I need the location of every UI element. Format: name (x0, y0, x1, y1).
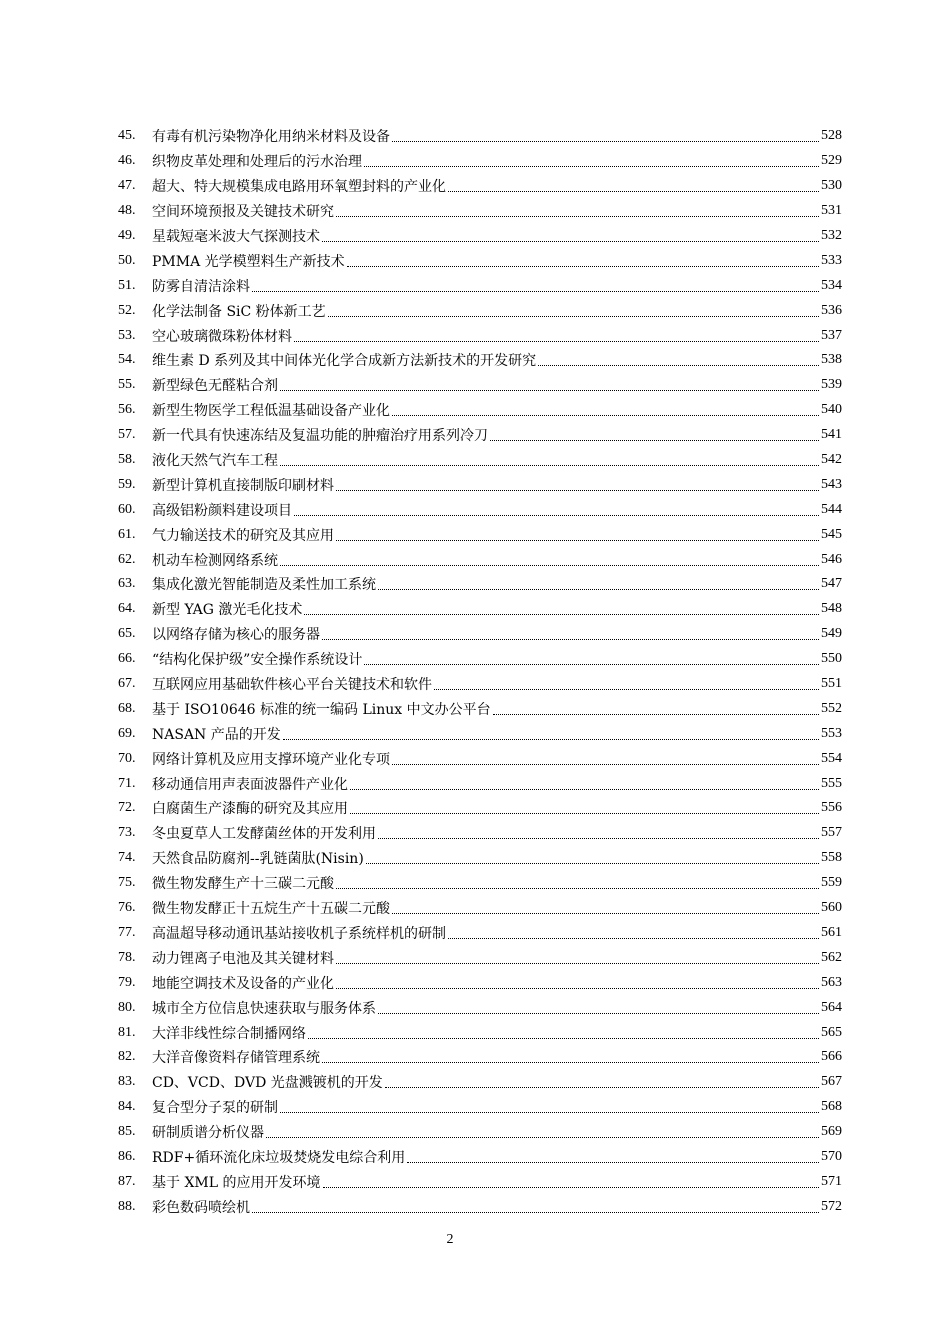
toc-entry-page: 552 (821, 700, 842, 716)
dot-leader (304, 613, 819, 615)
toc-entry-page: 534 (821, 277, 842, 293)
dot-leader (392, 140, 819, 142)
toc-entry-title: 白腐菌生产漆酶的研究及其应用 (152, 801, 348, 818)
toc-entry (118, 373, 842, 398)
toc-entry-title: 基于 XML 的应用开发环境 (152, 1174, 321, 1191)
toc-entry-number: 52. (118, 302, 136, 318)
toc-entry-number: 54. (118, 352, 136, 368)
toc-entry-number: 82. (118, 1049, 136, 1065)
toc-entry (118, 821, 842, 846)
toc-entry-page: 567 (821, 1074, 842, 1090)
toc-entry (118, 597, 842, 622)
toc-entry-title: 研制质谱分析仪器 (152, 1125, 264, 1142)
toc-entry (118, 124, 842, 149)
toc-entry-number: 66. (118, 651, 136, 667)
table-of-contents (118, 124, 842, 1219)
toc-entry (118, 472, 842, 497)
toc-entry-number: 58. (118, 452, 136, 468)
toc-entry (118, 423, 842, 448)
dot-leader (385, 1086, 819, 1088)
toc-entry-page: 549 (821, 626, 842, 642)
toc-entry-number: 46. (118, 153, 136, 169)
toc-entry-number: 78. (118, 949, 136, 965)
dot-leader (328, 315, 819, 317)
toc-entry-page: 568 (821, 1099, 842, 1115)
page-number: 2 (446, 1232, 454, 1247)
toc-entry (118, 149, 842, 174)
dot-leader (366, 862, 819, 864)
toc-entry-number: 49. (118, 228, 136, 243)
toc-entry-number: 73. (118, 825, 136, 841)
toc-entry-title: 网络计算机及应用支撑环境产业化专项 (152, 751, 390, 768)
toc-entry-page: 572 (821, 1198, 842, 1214)
toc-entry-title: 大洋音像资料存储管理系统 (152, 1050, 320, 1067)
dot-leader (392, 912, 819, 914)
toc-entry-page: 541 (821, 427, 842, 443)
toc-entry-title: 以网络存储为核心的服务器 (152, 627, 320, 644)
toc-entry-page: 551 (821, 676, 842, 692)
toc-entry-title: 复合型分子泵的研制 (152, 1100, 278, 1117)
toc-entry-title: NASAN 产品的开发 (152, 726, 281, 743)
dot-leader (280, 389, 819, 391)
toc-entry (118, 721, 842, 746)
toc-entry-page: 556 (821, 800, 842, 816)
toc-entry-title: 新型生物医学工程低温基础设备产业化 (152, 403, 390, 420)
dot-leader (322, 638, 819, 640)
toc-entry-page: 557 (821, 825, 842, 841)
toc-entry-page: 537 (821, 327, 842, 343)
toc-entry-title: 微生物发酵正十五烷生产十五碳二元酸 (152, 901, 390, 918)
toc-entry (118, 771, 842, 796)
dot-leader (392, 763, 819, 765)
toc-entry-number: 79. (118, 974, 136, 990)
dot-leader (308, 1037, 819, 1039)
toc-entry (118, 522, 842, 547)
toc-entry-number: 70. (118, 750, 136, 766)
toc-entry-number: 62. (118, 551, 136, 567)
toc-entry-number: 87. (118, 1173, 136, 1189)
toc-entry-number: 64. (118, 601, 136, 617)
toc-entry-title: 集成化激光智能制造及柔性加工系统 (152, 577, 376, 594)
toc-entry (118, 1020, 842, 1045)
toc-entry-number: 57. (118, 427, 136, 443)
dot-leader (252, 290, 819, 292)
toc-entry (118, 970, 842, 995)
toc-entry-number: 51. (118, 277, 136, 293)
toc-entry-number: 48. (118, 203, 136, 219)
toc-entry-title: 织物皮革处理和处理后的污水治理 (152, 154, 362, 171)
toc-entry-number: 72. (118, 800, 136, 816)
toc-entry (118, 647, 842, 672)
toc-entry (118, 572, 842, 597)
toc-entry-page: 558 (821, 850, 842, 866)
toc-entry-title: 新型 YAG 激光毛化技术 (152, 602, 303, 619)
toc-entry-page: 531 (821, 203, 842, 219)
toc-entry (118, 945, 842, 970)
toc-entry-title: RDF+循环流化床垃圾焚烧发电综合利用 (152, 1149, 406, 1166)
dot-leader (493, 713, 819, 715)
toc-entry-number: 76. (118, 900, 136, 916)
toc-entry-number: 69. (118, 725, 136, 741)
toc-entry-number: 63. (118, 576, 136, 592)
toc-entry-title: 天然食品防腐剂--乳链菌肽(Nisin) (152, 851, 364, 868)
toc-entry (118, 1045, 842, 1070)
dot-leader (283, 738, 819, 740)
toc-entry-page: 528 (821, 128, 842, 144)
toc-entry-page: 565 (821, 1024, 842, 1040)
toc-entry (118, 298, 842, 323)
toc-entry-title: PMMA 光学模塑料生产新技术 (152, 253, 345, 270)
toc-entry-page: 561 (821, 924, 842, 940)
dot-leader (347, 265, 819, 267)
dot-leader (490, 439, 819, 441)
dot-leader (448, 937, 819, 939)
toc-entry-number: 65. (118, 626, 136, 642)
dot-leader (538, 364, 819, 366)
toc-entry (118, 348, 842, 373)
toc-entry (118, 995, 842, 1020)
toc-entry-title: 彩色数码喷绘机 (152, 1199, 250, 1216)
toc-entry (118, 547, 842, 572)
toc-entry (118, 871, 842, 896)
toc-entry-page: 536 (821, 302, 842, 318)
toc-entry-page: 555 (821, 775, 842, 791)
dot-leader (294, 514, 819, 516)
toc-entry-title: 大洋非线性综合制播网络 (152, 1025, 306, 1042)
toc-entry-page: 533 (821, 252, 842, 268)
toc-entry (118, 323, 842, 348)
toc-entry-page: 547 (821, 576, 842, 592)
toc-entry-title: 新型绿色无醛粘合剂 (152, 378, 278, 395)
toc-entry-number: 74. (118, 850, 136, 866)
toc-entry-title: 城市全方位信息快速获取与服务体系 (152, 1000, 376, 1017)
toc-entry-title: 维生素 D 系列及其中间体光化学合成新方法新技术的开发研究 (152, 353, 537, 370)
toc-entry (118, 896, 842, 921)
dot-leader (280, 1111, 819, 1113)
toc-entry (118, 174, 842, 199)
dot-leader (336, 887, 819, 889)
toc-entry-number: 86. (118, 1148, 136, 1164)
toc-entry (118, 672, 842, 697)
dot-leader (294, 340, 819, 342)
toc-entry (118, 448, 842, 473)
toc-entry-title: 基于 ISO10646 标准的统一编码 Linux 中文办公平台 (152, 701, 491, 718)
dot-leader (280, 464, 819, 466)
toc-entry-page: 546 (821, 551, 842, 567)
dot-leader (252, 1211, 819, 1213)
toc-entry-number: 56. (118, 402, 136, 418)
toc-entry-page: 570 (821, 1148, 842, 1164)
toc-entry (118, 1070, 842, 1095)
toc-entry-title: 高温超导移动通讯基站接收机子系统样机的研制 (152, 925, 446, 942)
dot-leader (336, 962, 819, 964)
toc-entry-title: 超大、特大规模集成电路用环氧塑封料的产业化 (152, 179, 446, 196)
toc-entry-page: 545 (821, 526, 842, 542)
toc-entry-title: 地能空调技术及设备的产业化 (152, 975, 334, 992)
toc-entry-page: 540 (821, 402, 842, 418)
dot-leader (350, 788, 819, 790)
dot-leader (323, 1186, 820, 1188)
dot-leader (448, 190, 819, 192)
toc-entry-number: 71. (118, 775, 136, 791)
toc-entry-number: 45. (118, 128, 136, 144)
toc-entry-title: 动力锂离子电池及其关键材料 (152, 950, 334, 967)
toc-entry-title: 高级铝粉颜料建设项目 (152, 502, 292, 519)
dot-leader (336, 215, 819, 217)
dot-leader (378, 588, 819, 590)
toc-entry-number: 50. (118, 252, 136, 268)
toc-entry (118, 398, 842, 423)
toc-entry-page: 529 (821, 153, 842, 169)
toc-entry-number: 85. (118, 1124, 136, 1140)
toc-entry (118, 273, 842, 298)
dot-leader (280, 564, 819, 566)
toc-entry (118, 1120, 842, 1145)
toc-entry-page: 566 (821, 1049, 842, 1065)
dot-leader (322, 240, 819, 242)
toc-entry-number: 47. (118, 178, 136, 194)
toc-entry-title: 机动车检测网络系统 (152, 552, 278, 569)
toc-entry (118, 1095, 842, 1120)
toc-entry-number: 59. (118, 476, 136, 492)
toc-entry-page: 554 (821, 750, 842, 766)
dot-leader (350, 812, 819, 814)
toc-entry (118, 746, 842, 771)
toc-entry-title: “结构化保护级”安全操作系统设计 (152, 652, 363, 669)
toc-entry-page: 550 (821, 651, 842, 667)
toc-entry-title: 空间环境预报及关键技术研究 (152, 204, 334, 221)
dot-leader (378, 1012, 819, 1014)
toc-entry-page: 548 (821, 601, 842, 617)
dot-leader (336, 987, 819, 989)
dot-leader (266, 1136, 819, 1138)
toc-entry-page: 571 (821, 1173, 842, 1189)
toc-entry-page: 544 (821, 501, 842, 517)
toc-entry-number: 55. (118, 377, 136, 393)
toc-entry-number: 84. (118, 1099, 136, 1115)
toc-entry-title: 新型计算机直接制版印刷材料 (152, 477, 334, 494)
toc-entry-number: 83. (118, 1074, 136, 1090)
toc-entry (118, 846, 842, 871)
toc-entry (118, 1194, 842, 1219)
toc-entry-number: 77. (118, 924, 136, 940)
toc-entry-title: 有毒有机污染物净化用纳米材料及设备 (152, 129, 390, 146)
toc-entry-title: 新一代具有快速冻结及复温功能的肿瘤治疗用系列冷刀 (152, 428, 488, 445)
toc-entry-page: 553 (821, 725, 842, 741)
toc-entry-page: 532 (821, 228, 842, 243)
toc-entry-title: 空心玻璃微珠粉体材料 (152, 328, 292, 345)
toc-entry-number: 67. (118, 676, 136, 692)
dot-leader (336, 539, 819, 541)
dot-leader (407, 1161, 819, 1163)
toc-entry-number: 60. (118, 501, 136, 517)
toc-entry (118, 199, 842, 224)
dot-leader (336, 489, 819, 491)
toc-entry-page: 530 (821, 178, 842, 194)
toc-entry-title: 星载短毫米波大气探测技术 (152, 229, 320, 245)
toc-entry-page: 562 (821, 949, 842, 965)
toc-entry-number: 81. (118, 1024, 136, 1040)
toc-entry-title: 化学法制备 SiC 粉体新工艺 (152, 303, 326, 320)
toc-entry-number: 75. (118, 875, 136, 891)
toc-entry-title: CD、VCD、DVD 光盘溅镀机的开发 (152, 1075, 383, 1092)
dot-leader (322, 1061, 819, 1063)
toc-entry-page: 563 (821, 974, 842, 990)
toc-entry-title: 微生物发酵生产十三碳二元酸 (152, 876, 334, 893)
toc-entry-page: 538 (821, 352, 842, 368)
dot-leader (392, 414, 819, 416)
toc-entry-title: 防雾自清洁涂料 (152, 278, 250, 295)
toc-entry-title: 冬虫夏草人工发酵菌丝体的开发利用 (152, 826, 376, 843)
toc-entry (118, 224, 842, 249)
toc-entry (118, 796, 842, 821)
toc-entry-page: 539 (821, 377, 842, 393)
toc-entry-title: 移动通信用声表面波器件产业化 (152, 776, 348, 793)
toc-entry (118, 1169, 842, 1194)
dot-leader (364, 663, 819, 665)
toc-entry-page: 559 (821, 875, 842, 891)
toc-entry (118, 248, 842, 273)
dot-leader (434, 688, 819, 690)
toc-entry-title: 互联网应用基础软件核心平台关键技术和软件 (152, 677, 432, 694)
toc-entry (118, 1145, 842, 1170)
toc-entry-page: 564 (821, 999, 842, 1015)
toc-entry-title: 液化天然气汽车工程 (152, 453, 278, 470)
toc-entry-title: 气力输送技术的研究及其应用 (152, 527, 334, 544)
toc-entry-page: 569 (821, 1124, 842, 1140)
toc-entry (118, 497, 842, 522)
dot-leader (378, 837, 819, 839)
toc-entry (118, 622, 842, 647)
toc-entry-number: 88. (118, 1198, 136, 1214)
toc-entry-page: 560 (821, 900, 842, 916)
toc-entry-number: 61. (118, 526, 136, 542)
toc-entry-page: 543 (821, 476, 842, 492)
toc-entry-number: 53. (118, 327, 136, 343)
toc-entry-number: 68. (118, 700, 136, 716)
toc-entry (118, 921, 842, 946)
toc-entry-page: 542 (821, 452, 842, 468)
toc-entry (118, 696, 842, 721)
dot-leader (364, 165, 819, 167)
toc-entry-number: 80. (118, 999, 136, 1015)
